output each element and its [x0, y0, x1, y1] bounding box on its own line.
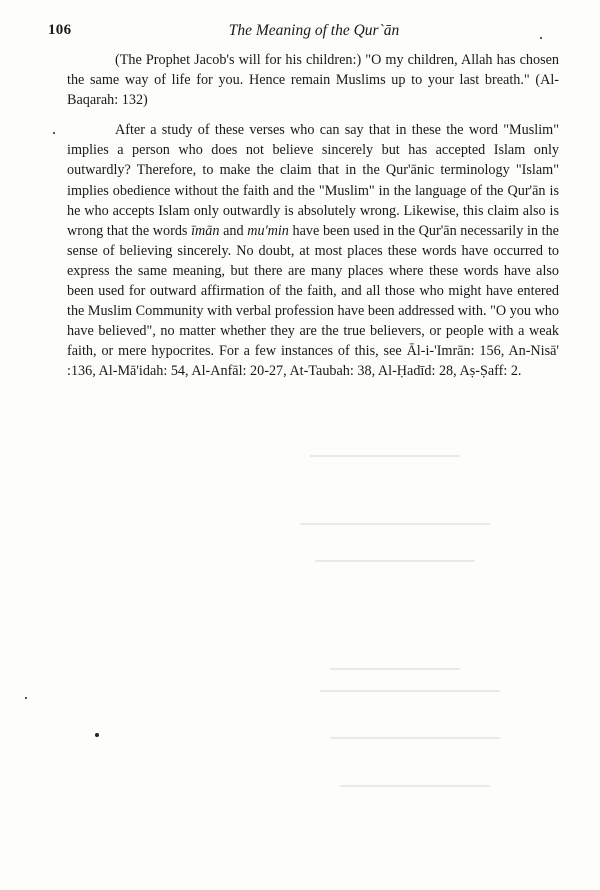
- bleed-through-line: [330, 668, 460, 670]
- bleed-through-line: [340, 785, 490, 787]
- bleed-through-line: [330, 737, 500, 739]
- page-number: 106: [48, 22, 72, 38]
- bleed-through-line: [315, 560, 475, 562]
- scan-speck: [53, 132, 55, 134]
- page-header: [48, 22, 560, 46]
- transliterated-term: īmān: [191, 222, 220, 239]
- scan-speck: [540, 37, 542, 39]
- scan-speck: [95, 733, 99, 737]
- paragraph-discussion: After a study of these verses who can say that in these the word "Muslim" implies a person who does not believe sincerely but has accepted Islam only outwardly? Therefore, to make the claim that in the Qur'ānic terminology "Islam" implies obedience without the faith and the "Muslim" in the language of the Qur'ān is he who accepts Islam only outwardly is absolutely wrong. Likewise, this claim also is wrong that the words īmān and mu'min have been used in the Qur'ān necessarily in the sense of believing sincerely. No doubt, at most places these words have occurred to express the same meaning, but there are many places where these words have also been used for outward affirmation of the faith, and all those who might have entered the Muslim Community with verbal profession have been addressed with. "O you who have believed", no matter whether they are the true believers, or people with a weak faith, or mere hypocrites. For a few instances of this, see Āl-i-'Imrān: 156, An-Nisā' :136, Al-Mā'idah: 54, Al-Anfāl: 20-27, At-Taubah: 38, Al-Ḥadīd: 28, Aṣ-Ṣaff: 2.: [67, 122, 559, 380]
- scan-speck: [25, 697, 27, 699]
- paragraph-quote: (The Prophet Jacob's will for his children:) "O my children, Allah has chosen the same way of life for you. Hence remain Muslims up to your last breath." (Al-Baqarah: 132): [67, 52, 559, 109]
- bleed-through-line: [320, 690, 500, 692]
- bleed-through-line: [300, 523, 490, 525]
- running-title: The Meaning of the Qur`ān: [228, 22, 400, 39]
- transliterated-term: mu'min: [247, 222, 289, 239]
- bleed-through-line: [310, 455, 460, 457]
- body-text: [67, 50, 559, 382]
